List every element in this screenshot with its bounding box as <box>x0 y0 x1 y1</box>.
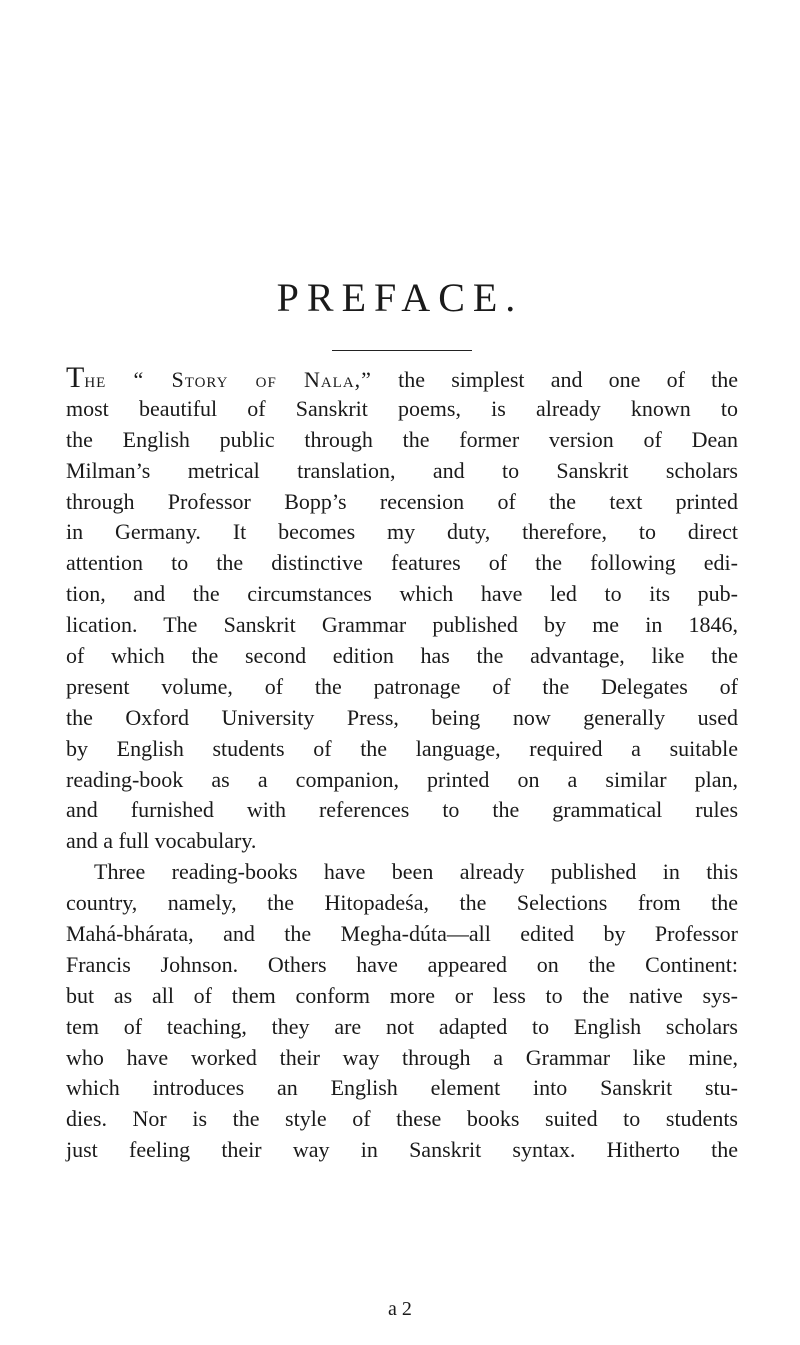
text-line: lication. The Sanskrit Grammar published by me in 1846, <box>66 612 738 638</box>
page-signature: a 2 <box>388 1298 412 1320</box>
text-line: who have worked their way through a Grammar like mine, <box>66 1044 738 1070</box>
text-line: which introduces an English element into Sanskrit stu- <box>66 1075 738 1101</box>
story-title: he “ Story of Nala,” <box>84 367 372 392</box>
text-line: present volume, of the patronage of the Delegates of <box>66 673 738 699</box>
text-line: reading-book as a companion, printed on a similar plan, <box>66 766 738 792</box>
text-line: and furnished with references to the grammatical rules <box>66 797 738 823</box>
text-line: The “ Story of Nala,” the simplest and one of the <box>66 361 738 394</box>
text-line: the English public through the former version of Dean <box>66 426 738 452</box>
text-line: country, namely, the Hitopadeśa, the Selections from the <box>66 890 738 916</box>
text-line: most beautiful of Sanskrit poems, is already known to <box>66 395 738 421</box>
title-rule <box>332 350 472 351</box>
dropcap: T <box>66 361 85 394</box>
text-line: just feeling their way in Sanskrit syntax. Hitherto the <box>66 1137 738 1163</box>
text-line: Three reading-books have been already published in this <box>94 859 738 885</box>
text-line: Francis Johnson. Others have appeared on the Continent: <box>66 951 738 977</box>
preface-text <box>66 363 738 1166</box>
text-line: Mahá-bhárata, and the Megha-dúta—all edited by Professor <box>66 921 738 947</box>
text-line: but as all of them conform more or less to the native sys- <box>66 982 738 1008</box>
text-line: through Professor Bopp’s recension of the text printed <box>66 488 738 514</box>
text-line: Milman’s metrical translation, and to Sanskrit scholars <box>66 457 738 483</box>
page-title: PREFACE. <box>276 275 524 320</box>
text-line: the Oxford University Press, being now generally used <box>66 704 738 730</box>
text-line: dies. Nor is the style of these books suited to students <box>66 1106 738 1132</box>
text-line: and a full vocabulary. <box>66 828 257 854</box>
text-line: tem of teaching, they are not adapted to English scholars <box>66 1013 738 1039</box>
text-line: by English students of the language, required a suitable <box>66 735 738 761</box>
text-line: in Germany. It becomes my duty, therefore, to direct <box>66 519 738 545</box>
text-line: tion, and the circumstances which have led to its pub- <box>66 581 738 607</box>
text-line: attention to the distinctive features of the following edi- <box>66 550 738 576</box>
text-line: of which the second edition has the advantage, like the <box>66 643 738 669</box>
